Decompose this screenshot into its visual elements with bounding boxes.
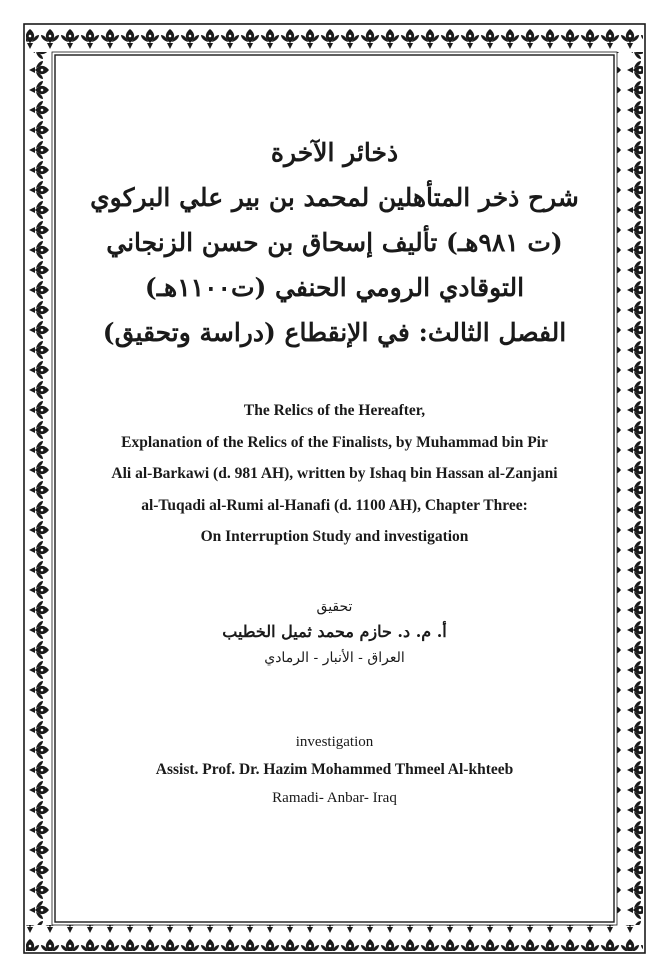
arabic-title-line: ذخائر الآخرة xyxy=(270,138,399,167)
arabic-title xyxy=(58,130,611,355)
arabic-investigator-location: العراق - الأنبار - الرمادي xyxy=(264,650,405,666)
arabic-title-line: (ت ٩٨١هـ) تأليف إسحاق بن حسن الزنجاني xyxy=(106,228,563,257)
english-title xyxy=(58,395,611,553)
arabic-title-line: الفصل الثالث: في الإنقطاع (دراسة وتحقيق) xyxy=(102,318,567,347)
english-title-line: On Interruption Study and investigation xyxy=(200,528,469,545)
english-investigator-block xyxy=(58,731,611,809)
english-title-line: Explanation of the Relics of the Finalists, by Muhammad bin Pir xyxy=(121,433,548,451)
english-investigator-location: Ramadi- Anbar- Iraq xyxy=(272,790,397,806)
english-title-line: al-Tuqadi al-Rumi al-Hanafi (d. 1100 AH), Chapter Three: xyxy=(141,496,528,514)
english-investigator-name: Assist. Prof. Dr. Hazim Mohammed Thmeel Al-khteeb xyxy=(155,761,514,778)
arabic-investigator-name: أ. م. د. حازم محمد ثميل الخطيب xyxy=(222,622,447,641)
english-investigator-label: investigation xyxy=(295,734,374,750)
english-title-line: Ali al-Barkawi (d. 981 AH), written by Ishaq bin Hassan al-Zanjani xyxy=(111,465,558,482)
arabic-title-line: التوقادي الرومي الحنفي (ت١١٠٠هـ) xyxy=(144,273,525,302)
arabic-investigator-block xyxy=(58,595,611,671)
arabic-investigator-label: تحقيق xyxy=(316,599,353,615)
arabic-title-line: شرح ذخر المتأهلين لمحمد بن بير علي البركوي xyxy=(90,183,579,212)
english-title-line: The Relics of the Hereafter, xyxy=(243,402,426,419)
content-area xyxy=(58,58,611,919)
